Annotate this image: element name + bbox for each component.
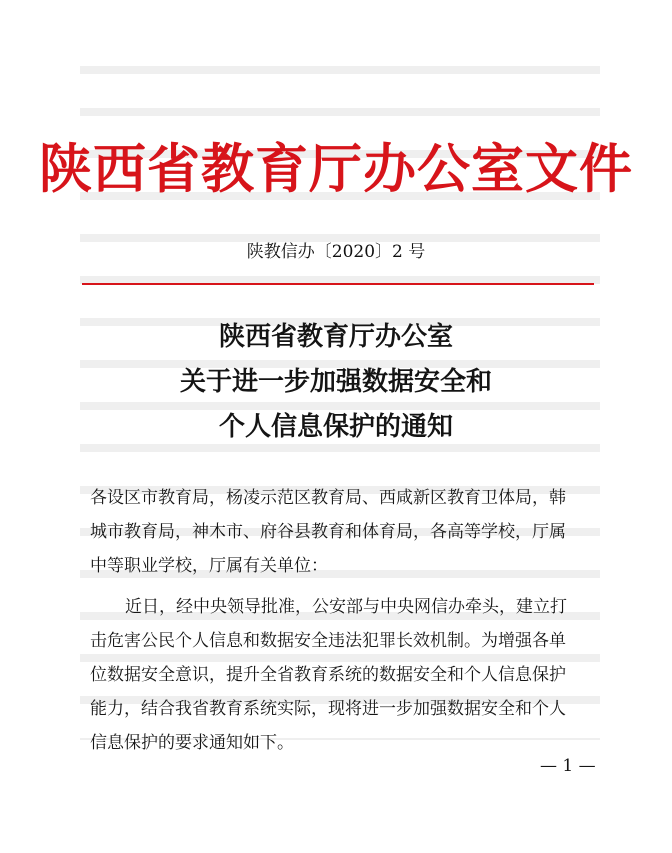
body-line: 近日，经中央领导批准，公安部与中央网信办牵头，建立打 (125, 597, 567, 617)
document-number: 陕教信办〔2020〕2 号 (246, 242, 426, 262)
body-line: 各设区市教育局，杨凌示范区教育局、西咸新区教育卫体局，韩 (90, 488, 566, 508)
document-header-title: 陕西省教育厅办公室文件 (39, 139, 633, 200)
red-separator-line (82, 283, 594, 285)
notice-title-line-2: 关于进一步加强数据安全和 (179, 367, 492, 397)
body-line: 位数据安全意识，提升全省教育系统的数据安全和个人信息保护 (90, 665, 566, 685)
body-line: 能力，结合我省教育系统实际，现将进一步加强数据安全和个人 (90, 699, 566, 719)
body-line: 击危害公民个人信息和数据安全违法犯罪长效机制。为增强各单 (90, 631, 566, 651)
body-line: 信息保护的要求通知如下。 (90, 733, 294, 753)
page-number: — 1 — (540, 756, 596, 776)
notice-title-line-1: 陕西省教育厅办公室 (218, 322, 453, 352)
body-line: 城市教育局，神木市、府谷县教育和体育局，各高等学校，厅属 (90, 522, 566, 542)
notice-title-line-3: 个人信息保护的通知 (218, 412, 453, 442)
body-line: 中等职业学校，厅属有关单位： (90, 556, 328, 576)
